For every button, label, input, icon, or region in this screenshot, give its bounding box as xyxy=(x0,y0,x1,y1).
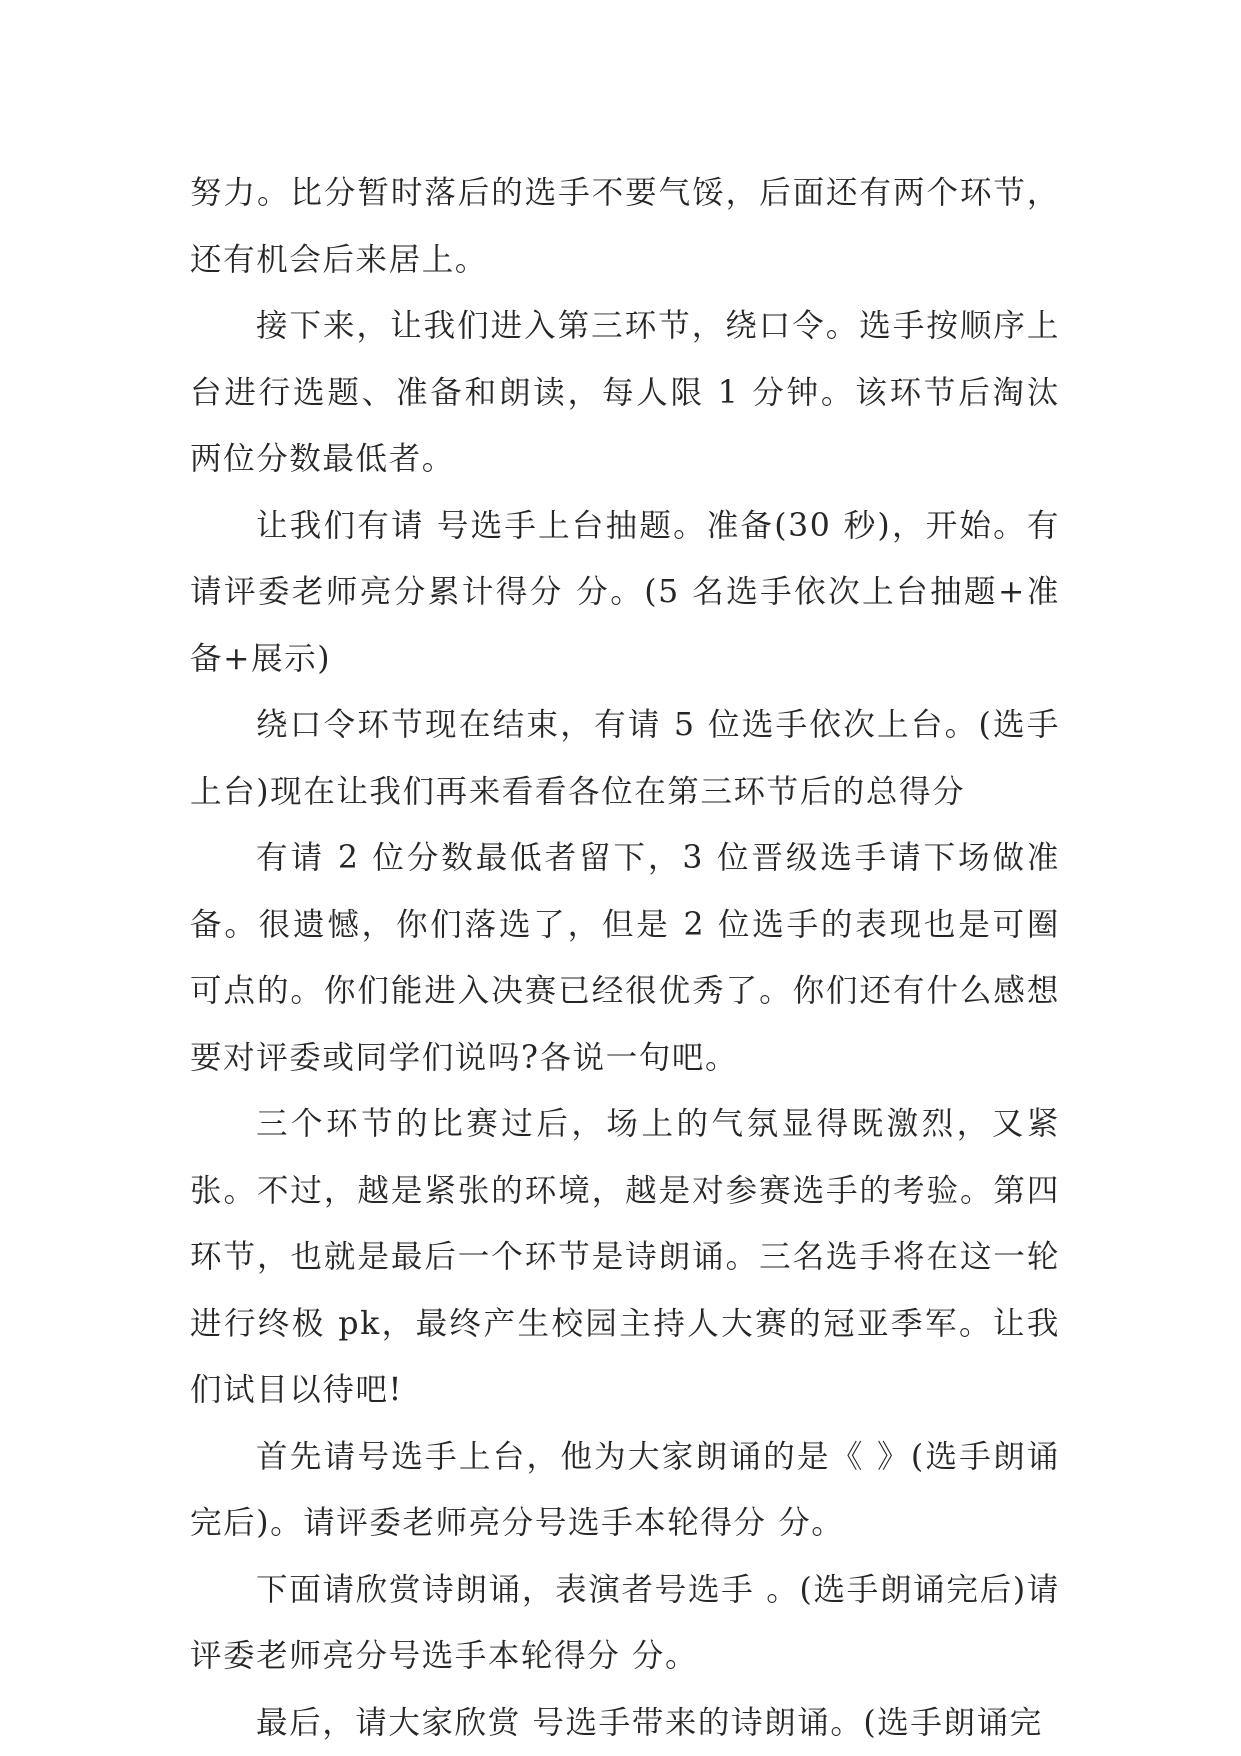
paragraph-8: 下面请欣赏诗朗诵，表演者号选手 。(选手朗诵完后)请评委老师亮分号选手本轮得分 分。 xyxy=(190,1557,1060,1690)
paragraph-6: 三个环节的比赛过后，场上的气氛显得既激烈，又紧张。不过，越是紧张的环境，越是对参赛选手的考验。第四环节，也就是最后一个环节是诗朗诵。三名选手将在这一轮进行终极 pk，最终产生校园主持人大赛的冠亚季军。让我们试目以待吧! xyxy=(190,1091,1060,1424)
paragraph-9: 最后，请大家欣赏 号选手带来的诗朗诵。(选手朗诵完 xyxy=(190,1690,1060,1756)
paragraph-4: 绕口令环节现在结束，有请 5 位选手依次上台。(选手上台)现在让我们再来看看各位在第三环节后的总得分 xyxy=(190,692,1060,825)
paragraph-3: 让我们有请 号选手上台抽题。准备(30 秒)，开始。有请评委老师亮分累计得分 分。(5 名选手依次上台抽题+准备+展示) xyxy=(190,493,1060,693)
paragraph-1: 努力。比分暂时落后的选手不要气馁，后面还有两个环节，还有机会后来居上。 xyxy=(190,160,1060,293)
paragraph-5: 有请 2 位分数最低者留下，3 位晋级选手请下场做准备。很遗憾，你们落选了，但是 2 位选手的表现也是可圈可点的。你们能进入决赛已经很优秀了。你们还有什么感想要对评委或同学们说吗?各说一句吧。 xyxy=(190,825,1060,1091)
paragraph-7: 首先请号选手上台，他为大家朗诵的是《 》(选手朗诵完后)。请评委老师亮分号选手本轮得分 分。 xyxy=(190,1424,1060,1557)
paragraph-2: 接下来，让我们进入第三环节，绕口令。选手按顺序上台进行选题、准备和朗读，每人限 1 分钟。该环节后淘汰两位分数最低者。 xyxy=(190,293,1060,493)
document-body xyxy=(190,160,1060,1756)
